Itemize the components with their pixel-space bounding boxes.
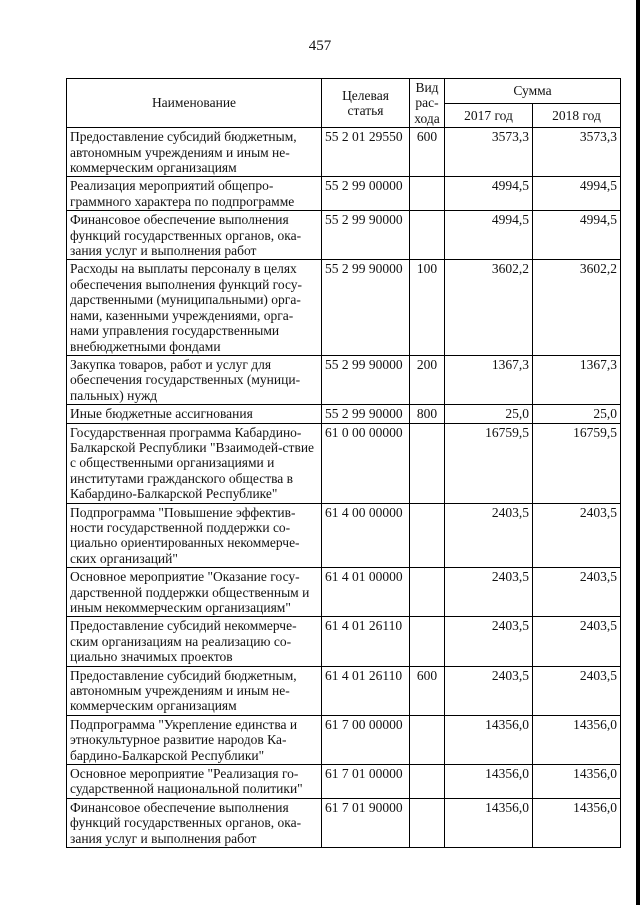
row-value-2017: 14356,0 — [445, 765, 533, 799]
page-edge-line — [636, 0, 640, 905]
row-value-2018: 25,0 — [533, 405, 621, 423]
row-code: 61 7 01 90000 — [322, 798, 410, 847]
table-row — [67, 503, 621, 568]
header-sum: Сумма — [445, 79, 621, 104]
row-type: 600 — [410, 666, 445, 715]
row-type: 100 — [410, 260, 445, 355]
row-name: Иные бюджетные ассигнования — [67, 405, 322, 423]
row-value-2017: 2403,5 — [445, 666, 533, 715]
row-value-2018: 2403,5 — [533, 617, 621, 666]
table-row — [67, 666, 621, 715]
row-code: 61 4 01 26110 — [322, 617, 410, 666]
row-value-2017: 3573,3 — [445, 128, 533, 177]
row-name: Финансовое обеспечение выполнения функций государственных органов, ока-зания услуг и выполнения работ — [67, 211, 322, 260]
header-year-2017: 2017 год — [445, 103, 533, 128]
row-name: Предоставление субсидий бюджетным, автономным учреждениям и иным не-коммерческим организациям — [67, 666, 322, 715]
row-code: 55 2 99 90000 — [322, 405, 410, 423]
row-code: 61 4 00 00000 — [322, 503, 410, 568]
row-code: 61 7 00 00000 — [322, 715, 410, 764]
row-code: 61 7 01 00000 — [322, 765, 410, 799]
row-value-2018: 14356,0 — [533, 715, 621, 764]
row-value-2017: 2403,5 — [445, 503, 533, 568]
table-row — [67, 798, 621, 847]
row-type: 600 — [410, 128, 445, 177]
row-name: Подпрограмма "Повышение эффектив-ности государственной поддержки со-циально ориентированных некоммерче-ских организаций" — [67, 503, 322, 568]
row-name: Предоставление субсидий некоммерче-ским организациям на реализацию со-циально значимых проектов — [67, 617, 322, 666]
row-type — [410, 715, 445, 764]
row-name: Подпрограмма "Укрепление единства и этнокультурное развитие народов Ка-бардино-Балкарской Республики" — [67, 715, 322, 764]
header-type: Вид рас-хода — [410, 79, 445, 128]
row-type: 200 — [410, 355, 445, 404]
row-code: 61 0 00 00000 — [322, 423, 410, 503]
table-row — [67, 765, 621, 799]
row-type — [410, 177, 445, 211]
row-code: 55 2 99 90000 — [322, 355, 410, 404]
row-code: 55 2 01 29550 — [322, 128, 410, 177]
row-value-2018: 2403,5 — [533, 503, 621, 568]
row-name: Основное мероприятие "Реализация го-сударственной национальной политики" — [67, 765, 322, 799]
row-value-2017: 16759,5 — [445, 423, 533, 503]
row-type — [410, 423, 445, 503]
table-row — [67, 568, 621, 617]
page-number: 457 — [308, 38, 332, 54]
table-row — [67, 211, 621, 260]
row-type — [410, 211, 445, 260]
row-name: Государственная программа Кабардино-Балкарской Республики "Взаимодей-ствие с общественными организациями и институтами гражданского общества в Кабардино-Балкарской Республике" — [67, 423, 322, 503]
table-row — [67, 617, 621, 666]
row-value-2018: 2403,5 — [533, 568, 621, 617]
row-code: 55 2 99 00000 — [322, 177, 410, 211]
row-value-2018: 1367,3 — [533, 355, 621, 404]
table-row — [67, 128, 621, 177]
row-value-2018: 16759,5 — [533, 423, 621, 503]
row-code: 55 2 99 90000 — [322, 211, 410, 260]
row-type — [410, 568, 445, 617]
row-type — [410, 765, 445, 799]
row-value-2017: 4994,5 — [445, 177, 533, 211]
row-type — [410, 503, 445, 568]
table-body — [67, 128, 621, 848]
table-row — [67, 260, 621, 355]
row-value-2017: 1367,3 — [445, 355, 533, 404]
budget-table — [66, 78, 621, 848]
header-name: Наименование — [67, 79, 322, 128]
row-value-2018: 14356,0 — [533, 798, 621, 847]
row-value-2018: 4994,5 — [533, 177, 621, 211]
header-code: Целевая статья — [322, 79, 410, 128]
row-code: 61 4 01 26110 — [322, 666, 410, 715]
row-value-2018: 3573,3 — [533, 128, 621, 177]
table-row — [67, 715, 621, 764]
row-name: Предоставление субсидий бюджетным, автономным учреждениям и иным не-коммерческим организациям — [67, 128, 322, 177]
table-row — [67, 423, 621, 503]
header-year-2018: 2018 год — [533, 103, 621, 128]
row-value-2018: 3602,2 — [533, 260, 621, 355]
row-value-2017: 2403,5 — [445, 617, 533, 666]
row-code: 55 2 99 90000 — [322, 260, 410, 355]
row-name: Реализация мероприятий общепро-граммного характера по подпрограмме — [67, 177, 322, 211]
row-type — [410, 617, 445, 666]
row-value-2018: 4994,5 — [533, 211, 621, 260]
row-type — [410, 798, 445, 847]
row-value-2017: 4994,5 — [445, 211, 533, 260]
row-name: Финансовое обеспечение выполнения функций государственных органов, ока-зания услуг и выполнения работ — [67, 798, 322, 847]
table-row — [67, 177, 621, 211]
table-header-row — [67, 79, 621, 104]
table-row — [67, 405, 621, 423]
row-value-2017: 14356,0 — [445, 798, 533, 847]
row-type: 800 — [410, 405, 445, 423]
row-code: 61 4 01 00000 — [322, 568, 410, 617]
row-name: Основное мероприятие "Оказание госу-дарственной поддержки общественным и иным некоммерческим организациям" — [67, 568, 322, 617]
table-row — [67, 355, 621, 404]
row-value-2018: 2403,5 — [533, 666, 621, 715]
row-value-2017: 14356,0 — [445, 715, 533, 764]
row-name: Закупка товаров, работ и услуг для обеспечения государственных (муници-пальных) нужд — [67, 355, 322, 404]
row-value-2018: 14356,0 — [533, 765, 621, 799]
row-value-2017: 25,0 — [445, 405, 533, 423]
row-value-2017: 2403,5 — [445, 568, 533, 617]
row-name: Расходы на выплаты персоналу в целях обеспечения выполнения функций госу-дарственными (муниципальными) орга-нами, казенными учреждениями, орга-нами управления государственными внебюджетными фондами — [67, 260, 322, 355]
row-value-2017: 3602,2 — [445, 260, 533, 355]
